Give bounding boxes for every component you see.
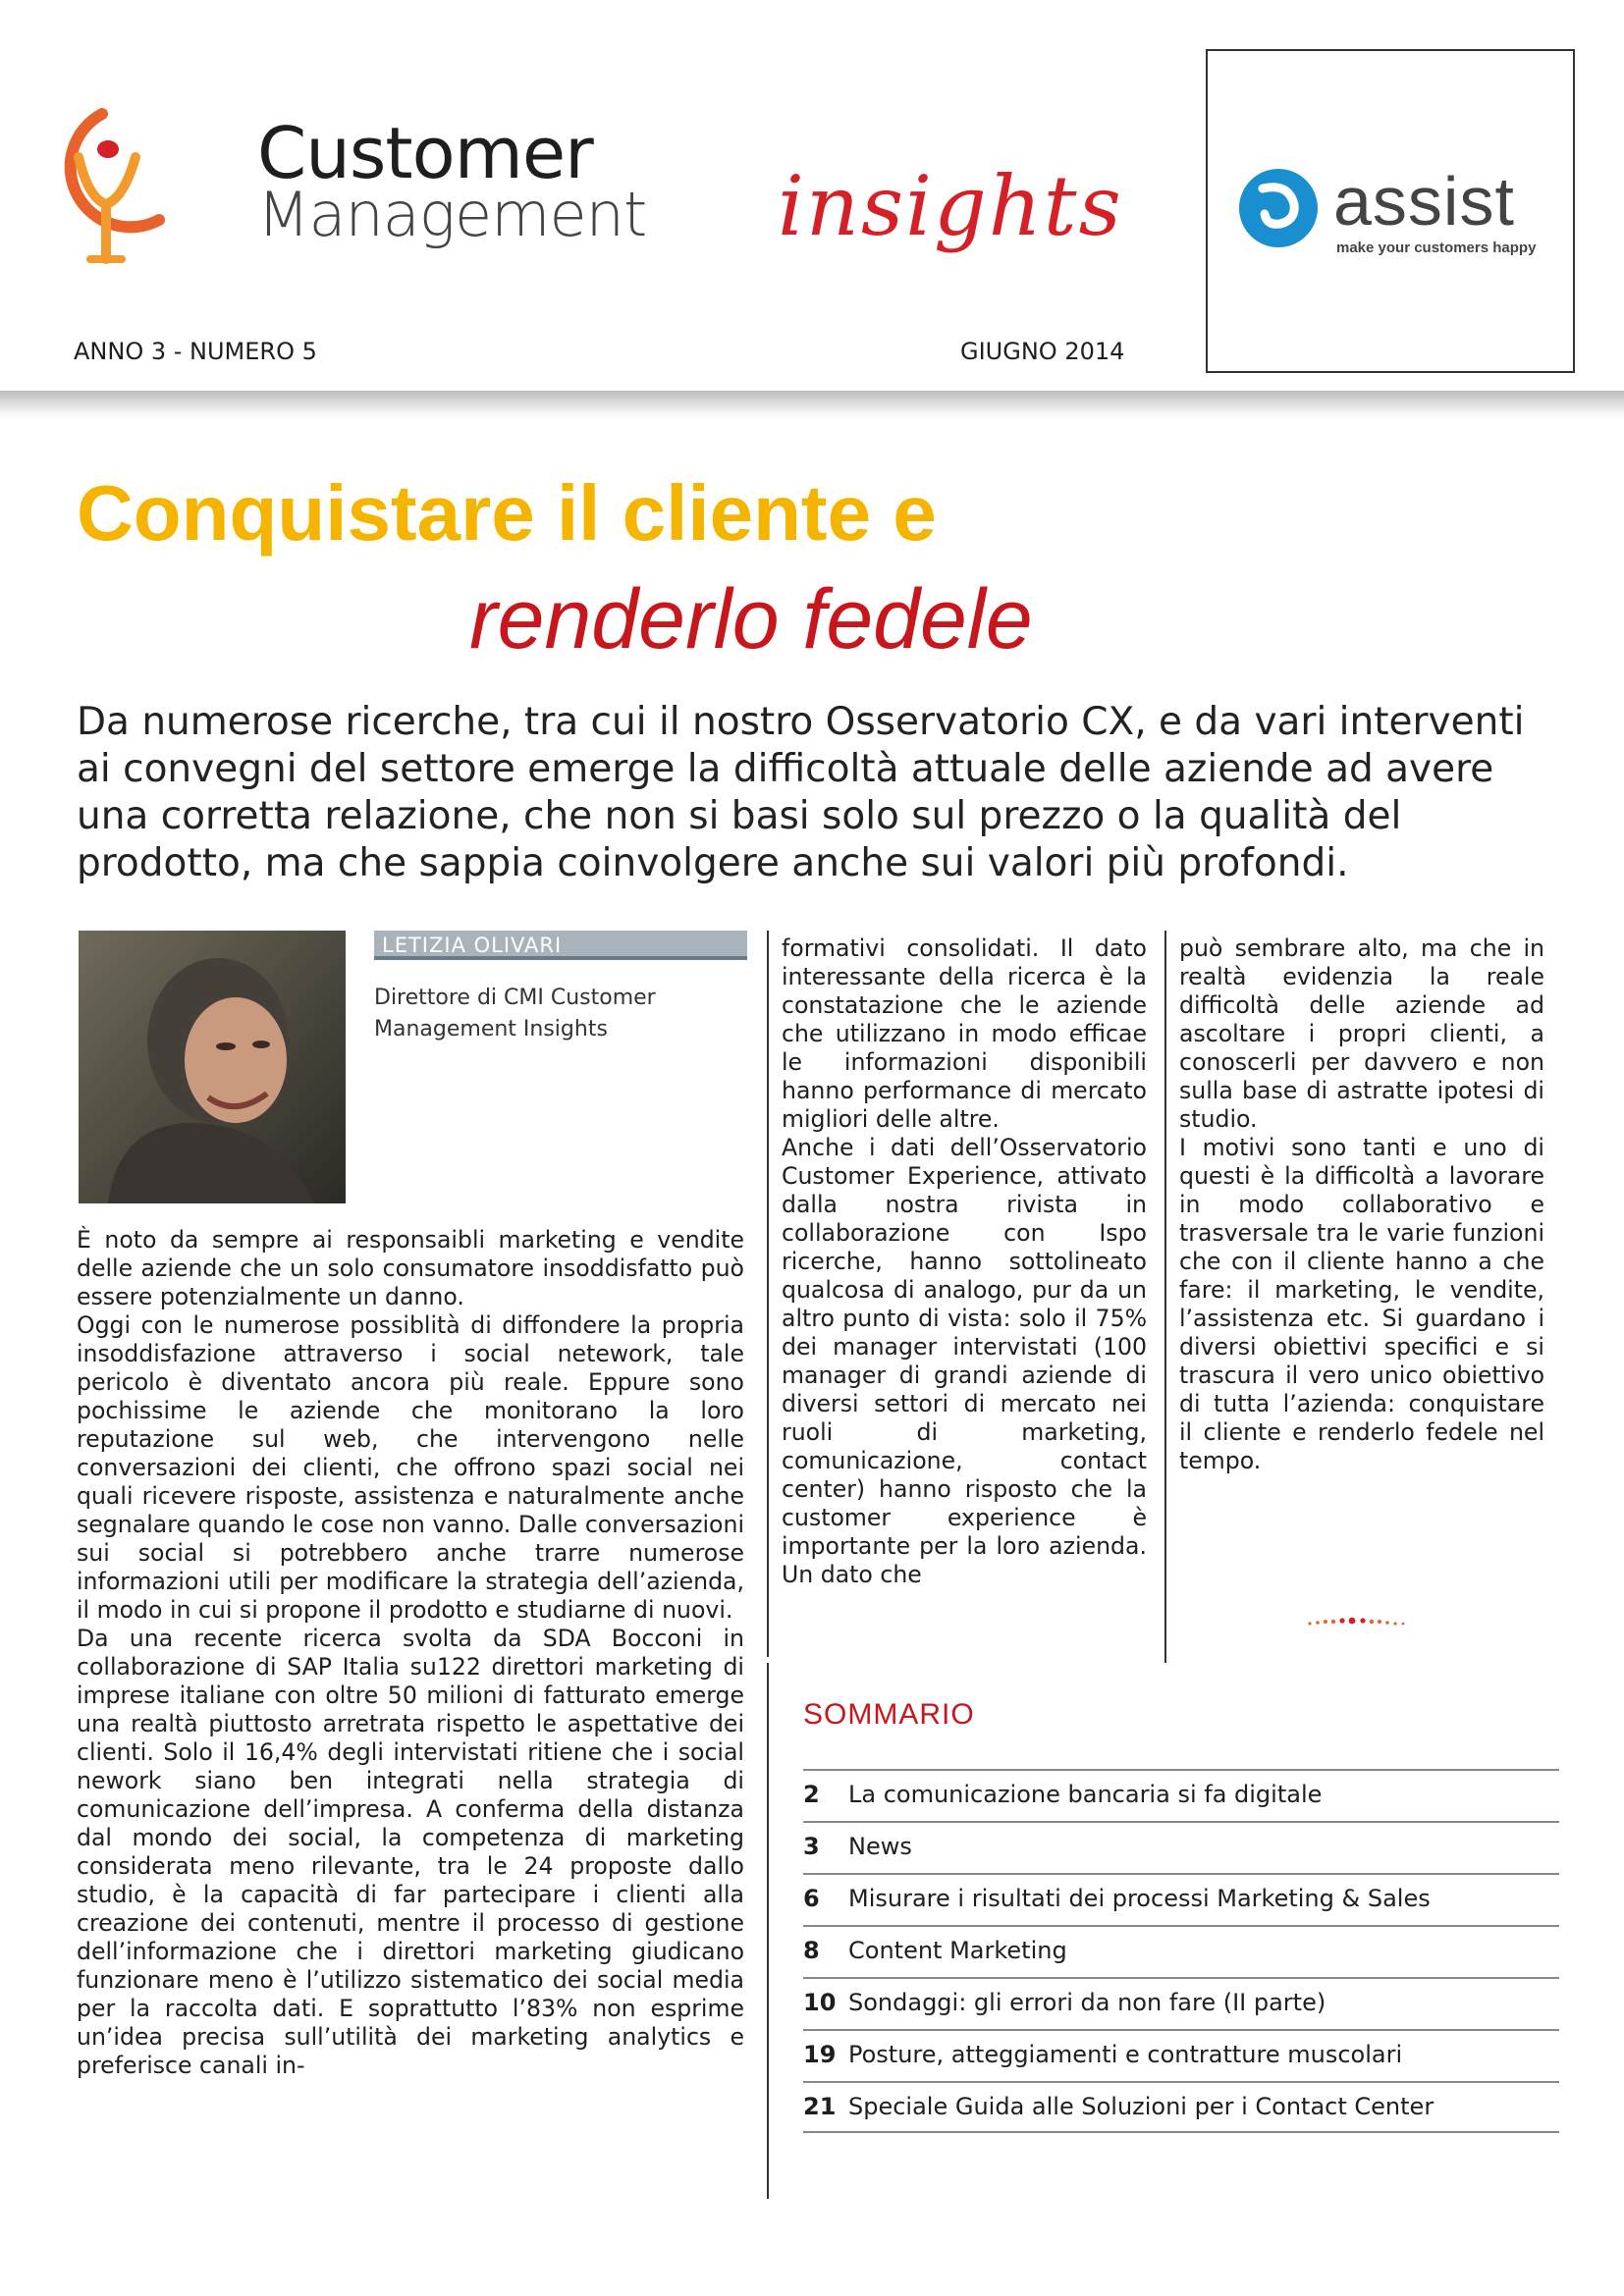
article-column-2 [782, 934, 1147, 1589]
issue-number: ANNO 3 - NUMERO 5 [74, 338, 317, 365]
summary-item[interactable] [803, 1925, 1559, 1977]
brand-title-customer: Customer [257, 112, 593, 194]
column-divider [1164, 931, 1166, 1663]
summary-label: Content Marketing [848, 1937, 1067, 1964]
summary-divider [767, 1663, 769, 2199]
author-name-bar: LETIZIA OLIVARI [374, 931, 747, 960]
brand-title-management: Management [257, 179, 647, 250]
paragraph: I motivi sono tanti e uno di questi è la difficoltà a lavorare in modo collaborativo e trasversale tra le varie funzioni che con il cliente hanno a che fare: il marketing, le vendite, l’assistenza etc. Si guardano i diversi obiettivi specifici e si trascura il vero unico obiettivo di tutta l’azienda: conquistare il cliente e renderlo fedele nel tempo. [1179, 1134, 1544, 1474]
issue-date: GIUGNO 2014 [960, 338, 1125, 365]
summary-label: Misurare i risultati dei processi Marketing & Sales [848, 1885, 1431, 1912]
headline-line-2: renderlo fedele [469, 572, 1033, 667]
sponsor-ad-box[interactable] [1206, 49, 1575, 373]
paragraph: Da una recente ricerca svolta da SDA Bocconi in collaborazione di SAP Italia su122 direttori marketing di imprese italiane con oltre 50 milioni di fatturato emerge una realtà piuttosto arretrata rispetto le aspettative dei clienti. Solo il 16,4% degli intervistati ritiene che i social nework siano ben integrati nella strategia di comunicazione dell’impresa. A conferma della distanza dal mondo dei social, la competenza di marketing considerata meno rilevante, tra le 24 proposte dallo studio, è la capacità di far partecipare i clienti alla creazione dei contenuti, mentre il processo di gestione dell’informazione che i direttori marketing giudicano funzionare meno è l’utilizzo sistematico dei social media per la raccolta dati. E soprattutto l’83% non esprime un’idea precisa sull’utilità dei marketing analytics e preferisce canali in- [77, 1625, 744, 2079]
paragraph: Anche i dati dell’Osservatorio Customer Experience, attivato dalla nostra rivista in collaborazione con Ispo ricerche, hanno sottolineato qualcosa di analogo, pur da un altro punto di vista: solo il 75% dei manager intervistati (100 manager di grandi aziende di diversi settori di mercato nei ruoli di marketing, comunicazione, contact center) hanno risposto che la customer experience è importante per la loro azienda. Un dato che [782, 1134, 1147, 1588]
article-lead: Da numerose ricerche, tra cui il nostro Osservatorio CX, e da vari interventi ai convegni del settore emerge la difficoltà attuale delle aziende ad avere una corretta relazione, che non si basi solo sul prezzo o la qualità del prodotto, ma che sappia coinvolgere anche sui valori più profondi. [77, 700, 1525, 885]
summary-item[interactable] [803, 1821, 1559, 1873]
sponsor-tagline: make your customers happy [1336, 240, 1537, 256]
summary-page: 10 [803, 1989, 837, 2016]
paragraph: Oggi con le numerose possiblità di diffondere la propria insoddisfazione attraverso i social netework, tale pericolo è diventato ancora più reale. Eppure sono pochissime le aziende che monitorano la loro reputazione sul web, che intervengono nelle conversazioni dei clienti, che offrono spazi social nei quali ricevere risposte, assistenza e naturalmente anche segnalare quando le cose non vanno. Dalle conversazioni sui social si potrebbero anche trarre numerose informazioni utili per modificare la strategia dell’azienda, il modo in cui si propone il prodotto e studiarne di nuovi. [77, 1311, 744, 1624]
summary-page: 21 [803, 2093, 837, 2120]
summary-item[interactable] [803, 1873, 1559, 1925]
author-role: Direttore di CMI Customer Management Insights [374, 986, 656, 1041]
summary-page: 6 [803, 1885, 820, 1912]
summary-list [803, 1769, 1559, 2133]
article-column-3 [1179, 934, 1544, 1475]
summary-item[interactable] [803, 2081, 1559, 2133]
paragraph: È noto da sempre ai responsaibli marketing e vendite delle aziende che un solo consumatore insoddisfatto può essere potenzialmente un danno. [77, 1226, 744, 1310]
paragraph: formativi consolidati. Il dato interessante della ricerca è la constatazione che le aziende che utilizzano in modo efficae le informazioni disponibili hanno performance di mercato migliori delle altre. [782, 934, 1147, 1133]
summary-label: La comunicazione bancaria si fa digitale [848, 1781, 1323, 1808]
summary-item[interactable] [803, 2029, 1559, 2081]
end-ornament-icon [1304, 1612, 1412, 1631]
column-divider [767, 931, 769, 1657]
paragraph: può sembrare alto, ma che in realtà evidenzia la reale difficoltà delle aziende ad ascoltare i propri clienti, a conoscerli per davvero e non sulla base di astratte ipotesi di studio. [1179, 934, 1544, 1133]
article-column-1 [77, 1226, 744, 2080]
summary-page: 3 [803, 1833, 820, 1860]
summary-label: Sondaggi: gli errori da non fare (II parte) [848, 1989, 1326, 2016]
summary-label: Speciale Guida alle Soluzioni per i Contact Center [848, 2093, 1435, 2120]
author-photo [79, 931, 346, 1203]
summary-page: 2 [803, 1781, 820, 1808]
assist-logo-icon [1237, 167, 1320, 249]
summary-item[interactable] [803, 1977, 1559, 2029]
summary-label: News [848, 1833, 912, 1860]
summary-label: Posture, atteggiamenti e contratture muscolari [848, 2041, 1403, 2068]
summary-title: SOMMARIO [803, 1698, 975, 1731]
summary-page: 8 [803, 1937, 820, 1964]
summary-item[interactable] [803, 1769, 1559, 1821]
brand-title-insights: insights [778, 158, 1123, 254]
headline-line-1: Conquistare il cliente e [77, 469, 937, 557]
summary-page: 19 [803, 2041, 837, 2068]
cmi-logo-icon [41, 102, 169, 269]
sponsor-name: assist [1333, 163, 1515, 240]
header-divider [0, 391, 1624, 418]
